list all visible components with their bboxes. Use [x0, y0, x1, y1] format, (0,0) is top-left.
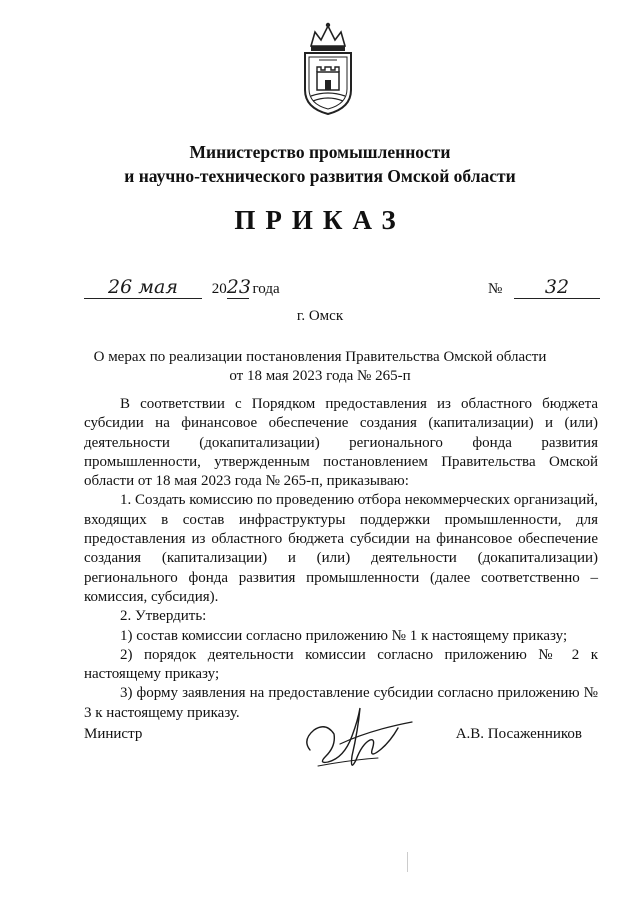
city: г. Омск	[296, 308, 344, 324]
ministry-line-1: Министерство промышленности	[189, 142, 451, 162]
order-number	[488, 276, 600, 299]
date-year-prefix: 20	[211, 281, 227, 297]
ministry-name	[0, 140, 640, 188]
body-paragraph: 2. Утвердить:	[120, 608, 207, 625]
body-paragraph: В соответствии с Порядком предоставления из областного бюджета субсидии на финансовое обеспечение создания (капитализации) и (или) деятельности (докапитализации) регионального фонда развития промышленности, утвержденным постановлением Правительства Омской области от 18 мая 2023 года № 265-п, приказываю:	[84, 396, 598, 490]
ministry-line-2: и научно-технического развития Омской области	[124, 166, 516, 186]
subject-line-1: О мерах по реализации постановления Правительства Омской области	[93, 349, 547, 365]
handwritten-signature-icon	[300, 700, 415, 780]
number-sign: №	[487, 281, 503, 297]
number-value: 32	[514, 276, 600, 299]
coat-of-arms-icon	[297, 20, 359, 116]
order-body	[84, 395, 598, 723]
date-number-row	[84, 276, 600, 302]
scan-mark	[407, 852, 408, 872]
order-subject	[0, 348, 640, 386]
order-date	[84, 276, 280, 299]
signatory-position: Министр	[84, 726, 143, 742]
date-day-month: 26 мая	[84, 276, 202, 299]
body-paragraph: 3) форму заявления на предоставление субсидии согласно приложению № 3 к настоящему приказу.	[84, 685, 598, 721]
subject-line-2: от 18 мая 2023 года № 265-п	[229, 368, 411, 384]
order-title: ПРИКАЗ	[234, 205, 406, 235]
body-paragraph: 2) порядок деятельности комиссии согласно приложению № 2 к настоящему приказу;	[84, 646, 598, 683]
body-paragraph: 1. Создать комиссию по проведению отбора некоммерческих организаций, входящих в состав инфраструктуры поддержки промышленности, для предоставления из областного бюджета субсидии на финансовое обеспечение создания (капитализации) и (или) деятельности (докапитализации) регионального фонда развития промышленности (далее соответственно – комиссия, субсидия).	[84, 492, 598, 605]
body-paragraph: 1) состав комиссии согласно приложению № 1 к настоящему приказу;	[120, 627, 568, 644]
signatory-name: А.В. Посаженников	[455, 726, 582, 742]
date-year-suffix: 23	[226, 276, 251, 298]
date-year-word: года	[252, 281, 280, 297]
